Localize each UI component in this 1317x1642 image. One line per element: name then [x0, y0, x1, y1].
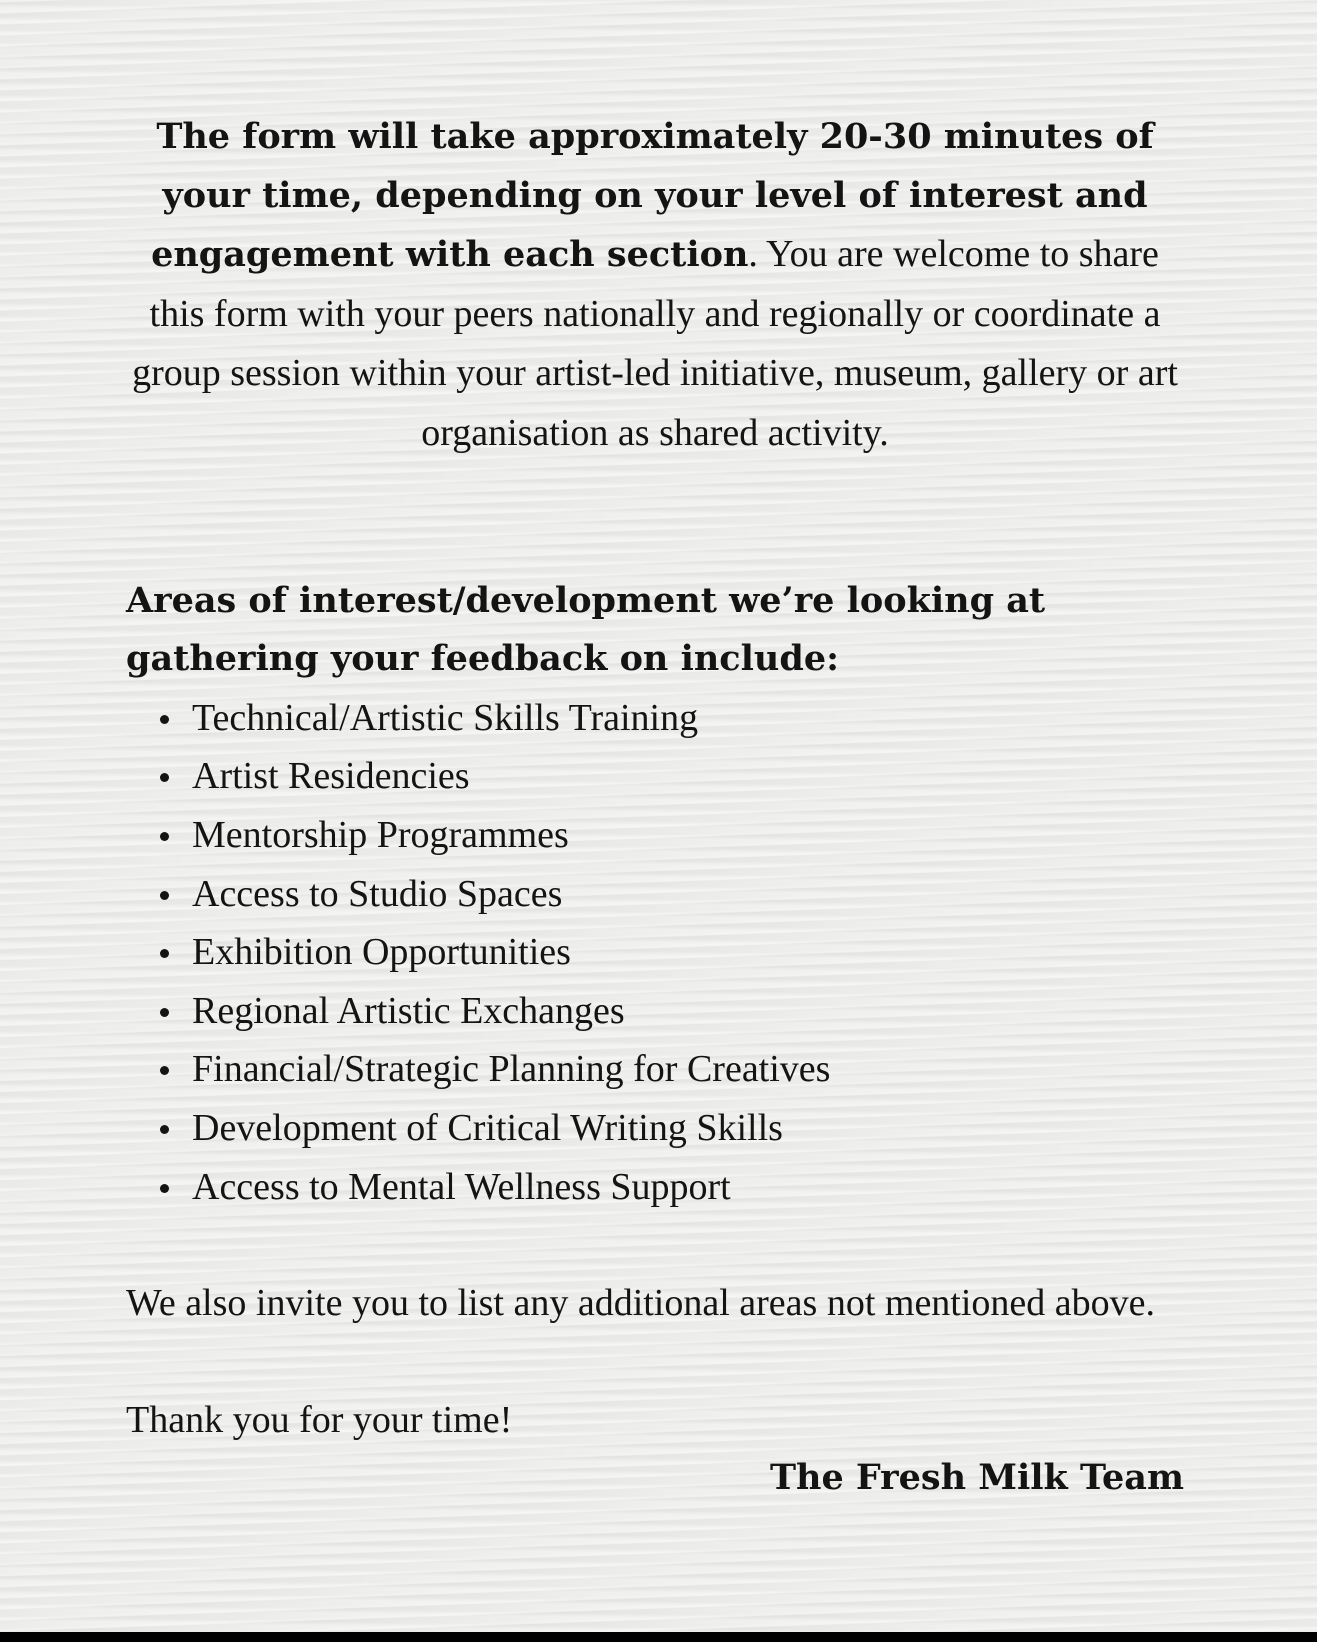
areas-list [126, 689, 1184, 1216]
bullet-icon [160, 1066, 169, 1075]
list-item [126, 923, 1184, 982]
list-item [126, 1158, 1184, 1217]
intro-bold-text: The form will take approximately 20-30 minutes of your time, depending on your level of interest and engagement with each section [151, 116, 1154, 276]
bullet-icon [160, 715, 169, 724]
document-content [126, 108, 1184, 1508]
bullet-icon [160, 1125, 169, 1134]
list-item-label: Artist Residencies [192, 755, 470, 798]
list-item [126, 747, 1184, 806]
intro-paragraph [126, 108, 1184, 464]
list-item [126, 865, 1184, 924]
list-item-label: Exhibition Opportunities [192, 931, 571, 974]
bullet-icon [160, 1184, 169, 1193]
list-item-label: Development of Critical Writing Skills [192, 1106, 783, 1149]
list-item [126, 1099, 1184, 1158]
intro-period: . [748, 233, 758, 276]
list-item-label: Access to Studio Spaces [192, 872, 563, 915]
list-item-label: Access to Mental Wellness Support [192, 1165, 731, 1208]
bullet-icon [160, 891, 169, 900]
bullet-icon [160, 773, 169, 782]
areas-heading: Areas of interest/development we’re looking at gathering your feedback on include: [126, 579, 1046, 680]
list-item [126, 689, 1184, 748]
list-item-label: Technical/Artistic Skills Training [192, 696, 699, 739]
list-item-label: Financial/Strategic Planning for Creatives [192, 1048, 831, 1091]
intro-plain-text: You are welcome to share this form with your peers nationally and regionally or coordinate a group session within your artist-led initiative, museum, gallery or art organisation as shared activity. [132, 233, 1178, 454]
signature: The Fresh Milk Team [769, 1457, 1184, 1499]
list-item [126, 982, 1184, 1041]
thanks-paragraph: Thank you for your time! [126, 1398, 513, 1441]
list-item [126, 806, 1184, 865]
bullet-icon [160, 949, 169, 958]
list-item-label: Regional Artistic Exchanges [192, 989, 625, 1032]
list-item [126, 1040, 1184, 1099]
bullet-icon [160, 1008, 169, 1017]
invite-paragraph: We also invite you to list any additional areas not mentioned above. [126, 1282, 1156, 1325]
bullet-icon [160, 832, 169, 841]
list-item-label: Mentorship Programmes [192, 813, 569, 856]
